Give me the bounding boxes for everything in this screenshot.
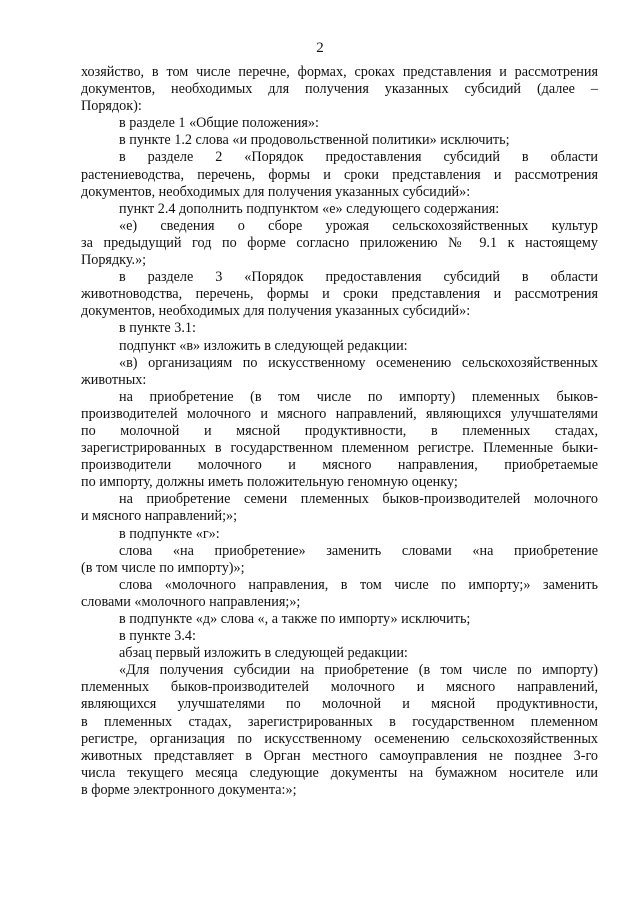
text-line: «в) организациям по искусственному осеменению сельскохозяйственных [119, 354, 598, 371]
text-line: пункт 2.4 дополнить подпунктом «е» следующего содержания: [119, 200, 500, 217]
text-line: в пункте 1.2 слова «и продовольственной политики» исключить; [119, 132, 510, 149]
text-line: Порядок): [81, 98, 142, 115]
text-line: в разделе 3 «Порядок предоставления субсидий в области [119, 269, 598, 286]
text-line: «е) сведения о сборе урожая сельскохозяйственных культур [119, 217, 598, 234]
text-line: на приобретение (в том числе по импорту) племенных быков- [119, 388, 598, 405]
text-line: животных представляет в Орган местного самоуправления не позднее 3-го [81, 747, 598, 764]
text-line: и мясного направлений;»; [81, 508, 238, 525]
text-line: документов, необходимых для получения указанных субсидий (далее – [81, 81, 598, 98]
text-line: за предыдущий год по форме согласно приложению № 9.1 к настоящему [81, 234, 598, 251]
text-line: хозяйство, в том числе перечне, формах, сроках представления и рассмотрения [81, 64, 598, 80]
text-line: абзац первый изложить в следующей редакции: [119, 645, 408, 662]
text-line: в пункте 3.4: [119, 628, 196, 645]
text-line: в подпункте «г»: [119, 525, 220, 542]
text-line: документов, необходимых для получения указанных субсидий»: [81, 303, 471, 320]
text-line: в форме электронного документа:»; [81, 781, 297, 798]
text-line: документов, необходимых для получения указанных субсидий»: [81, 183, 471, 200]
text-line: зарегистрированных в государственном племенном регистре. Племенные быки- [81, 440, 598, 457]
text-line: «Для получения субсидии на приобретение (в том числе по импорту) [119, 662, 598, 679]
text-line: на приобретение семени племенных быков-производителей молочного [119, 491, 598, 508]
text-line: (в том числе по импорту)»; [81, 559, 245, 576]
text-line: по молочной и мясной продуктивности, в племенных стадах, [81, 422, 598, 439]
text-line: в разделе 1 «Общие положения»: [119, 115, 319, 132]
text-line: числа текущего месяца следующие документы на бумажном носителе или [81, 764, 598, 781]
text-line: в пункте 3.1: [119, 320, 196, 337]
document-body [81, 64, 598, 799]
text-line: животноводства, перечень, формы и сроки представления и рассмотрения [81, 286, 598, 303]
text-line: растениеводства, перечень, формы и сроки представления и рассмотрения [81, 166, 598, 183]
text-line: подпункт «в» изложить в следующей редакции: [119, 337, 408, 354]
text-line: в разделе 2 «Порядок предоставления субсидий в области [119, 149, 598, 166]
page-number: 2 [316, 40, 324, 56]
text-line: в подпункте «д» слова «, а также по импорту» исключить; [119, 611, 471, 627]
text-line: словами «молочного направления;»; [81, 593, 301, 610]
text-line: животных: [81, 371, 147, 388]
text-line: слова «молочного направления, в том числе по импорту;» заменить [119, 576, 598, 593]
text-line: производители молочного и мясного направления, приобретаемые [81, 457, 598, 474]
text-line: по импорту, должны иметь положительную геномную оценку; [81, 474, 458, 491]
text-line: племенных быков-производителей молочного и мясного направлений, [81, 679, 598, 696]
text-line: слова «на приобретение» заменить словами «на приобретение [119, 542, 598, 559]
text-line: являющихся улучшателями по молочной и мясной продуктивности, [81, 696, 598, 713]
text-line: регистре, организация по искусственному осеменению сельскохозяйственных [81, 730, 598, 747]
text-line: производителей молочного и мясного направлений, являющихся улучшателями [81, 405, 598, 422]
text-line: в племенных стадах, зарегистрированных в государственном племенном [81, 713, 598, 730]
text-line: Порядку.»; [81, 252, 147, 269]
